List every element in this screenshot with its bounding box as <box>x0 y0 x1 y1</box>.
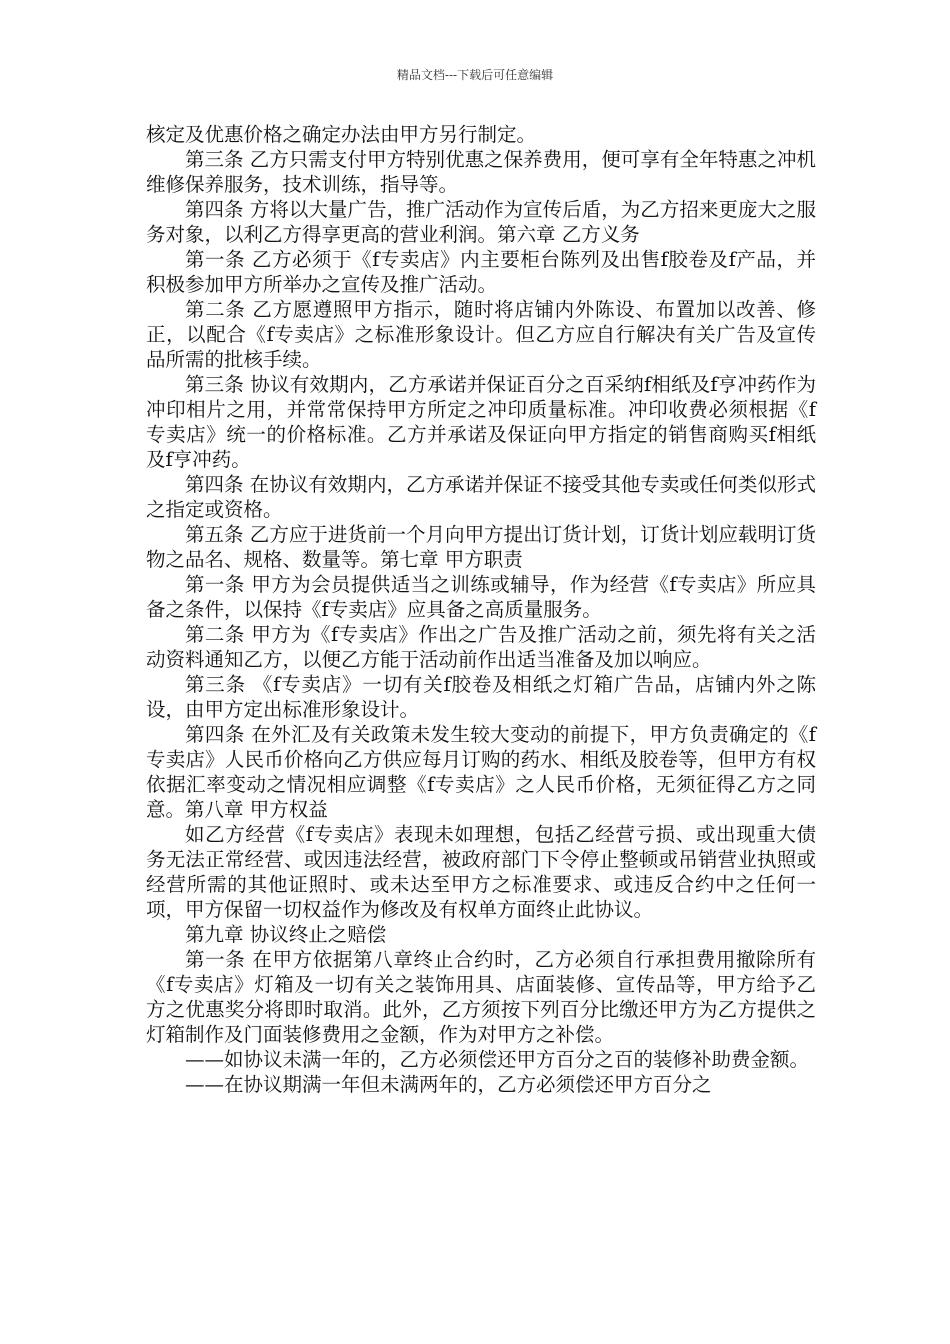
paragraph: 核定及优惠价格之确定办法由甲方另行制定。 <box>146 123 537 146</box>
chapter-heading: 第九章 协议终止之赔偿 <box>185 923 387 946</box>
paragraph: 第五条 乙方应于进货前一个月向甲方提出订货计划，订货计划应载明订货物之品名、规格、数量等。第七章 甲方职责 <box>146 523 816 571</box>
paragraph: 第三条 协议有效期内，乙方承诺并保证百分之百采纳f相纸及f亨冲药作为冲印相片之用，并常常保持甲方所定之冲印质量标准。冲印收费必须根据《f专卖店》统一的价格标准。乙方并承诺及保证向甲方指定的销售商购买f相纸及f亨冲药。 <box>146 373 816 471</box>
paragraph: 第一条 乙方必须于《f专卖店》内主要柜台陈列及出售f胶卷及f产品，并积极参加甲方所举办之宣传及推广活动。 <box>146 248 816 296</box>
paragraph: 第四条 在外汇及有关政策未发生较大变动的前提下，甲方负责确定的《f专卖店》人民币价格向乙方供应每月订购的药水、相纸及胶卷等，但甲方有权依据汇率变动之情况相应调整《f专卖店》之人民币价格，无须征得乙方之同意。第八章 甲方权益 <box>146 723 816 821</box>
paragraph: 如乙方经营《f专卖店》表现未如理想，包括乙经营亏损、或出现重大债务无法正常经营、或因违法经营，被政府部门下令停止整顿或吊销营业执照或经营所需的其他证照时、或未达至甲方之标准要求、或违反合约中之任何一项，甲方保留一切权益作为修改及有权单方面终止此协议。 <box>146 823 816 921</box>
paragraph: 第三条 乙方只需支付甲方特别优惠之保养费用，便可享有全年特惠之冲机维修保养服务，技术训练，指导等。 <box>146 148 816 196</box>
paragraph: 第二条 乙方愿遵照甲方指示，随时将店铺内外陈设、布置加以改善、修正，以配合《f专卖店》之标准形象设计。但乙方应自行解决有关广告及宣传品所需的批核手续。 <box>146 298 816 371</box>
paragraph: ——在协议期满一年但未满两年的，乙方必须偿还甲方百分之 <box>185 1073 712 1096</box>
paragraph: 第一条 甲方为会员提供适当之训练或辅导，作为经营《f专卖店》所应具备之条件，以保持《f专卖店》应具备之高质量服务。 <box>146 573 816 621</box>
paragraph: ——如协议未满一年的，乙方必须偿还甲方百分之百的装修补助费金额。 <box>185 1048 810 1071</box>
paragraph: 第一条 在甲方依据第八章终止合约时，乙方必须自行承担费用撤除所有《f专卖店》灯箱及一切有关之装饰用具、店面装修、宣传品等，甲方给予乙方之优惠奖分将即时取消。此外，乙方须按下列百分比缴还甲方为乙方提供之灯箱制作及门面装修费用之金额，作为对甲方之补偿。 <box>146 948 816 1046</box>
paragraph: 第四条 方将以大量广告，推广活动作为宣传后盾，为乙方招来更庞大之服务对象，以利乙方得享更高的营业利润。第六章 乙方义务 <box>146 198 816 246</box>
paragraph: 第四条 在协议有效期内，乙方承诺并保证不接受其他专卖或任何类似形式之指定或资格。 <box>146 473 816 521</box>
paragraph: 第三条 《f专卖店》一切有关f胶卷及相纸之灯箱广告品，店铺内外之陈设，由甲方定出标准形象设计。 <box>146 673 816 721</box>
page-header: 精品文档---下载后可任意编辑 <box>396 68 554 82</box>
document-body <box>146 122 816 1097</box>
paragraph: 第二条 甲方为《f专卖店》作出之广告及推广活动之前，须先将有关之活动资料通知乙方，以便乙方能于活动前作出适当准备及加以响应。 <box>146 623 816 671</box>
